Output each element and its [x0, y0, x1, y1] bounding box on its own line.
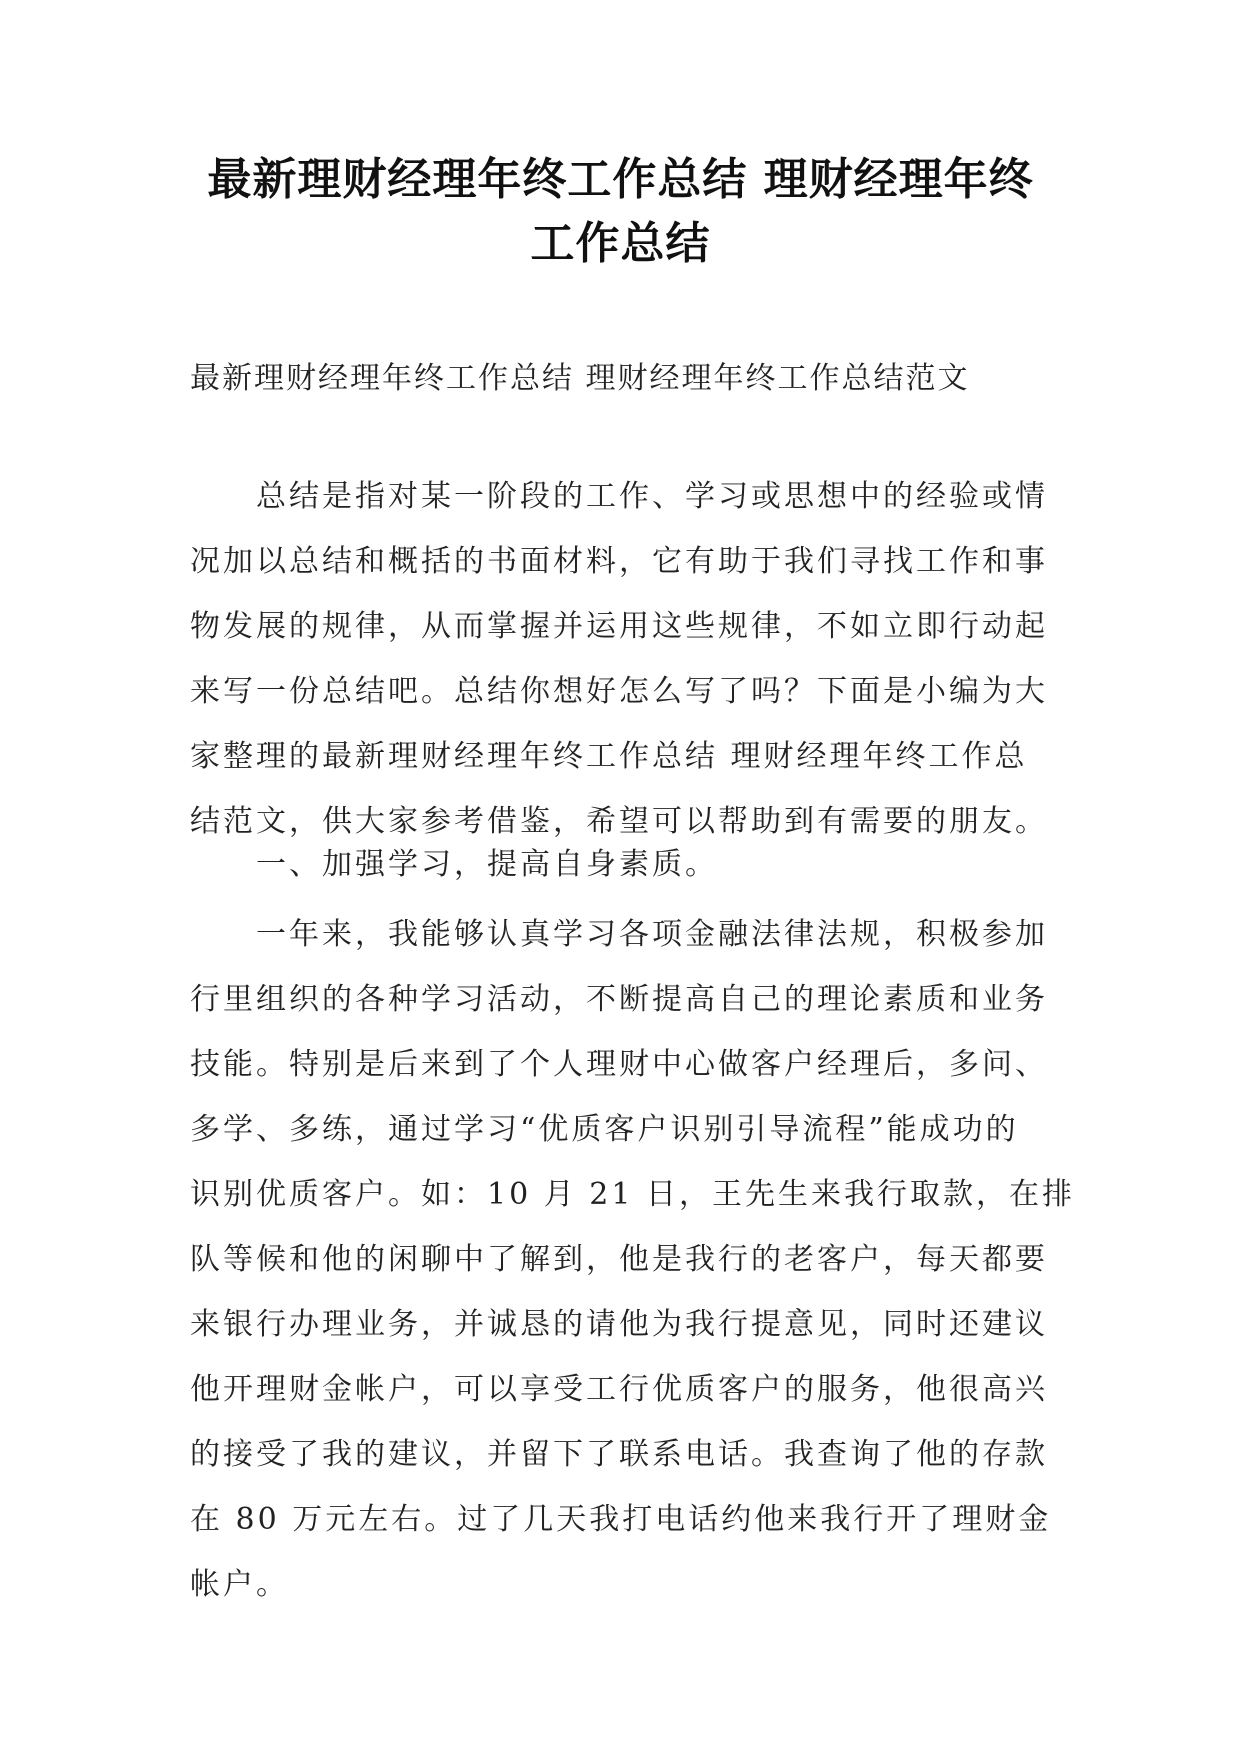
intro-line: 来写一份总结吧。总结你想好怎么写了吗？下面是小编为大 [190, 674, 1048, 709]
section-line: 来银行办理业务，并诚恳的请他为我行提意见，同时还建议 [190, 1307, 1048, 1342]
section-paragraph [190, 902, 1075, 1617]
intro-paragraph [190, 464, 1060, 854]
section-line: 他开理财金帐户，可以享受工行优质客户的服务，他很高兴 [190, 1372, 1048, 1407]
section-line: 技能。特别是后来到了个人理财中心做客户经理后，多问、 [190, 1047, 1048, 1082]
section-heading-block [190, 832, 1060, 897]
title-line-2: 工作总结 [530, 218, 711, 269]
intro-line: 总结是指对某一阶段的工作、学习或思想中的经验或情 [256, 479, 1048, 514]
intro-line: 物发展的规律，从而掌握并运用这些规律，不如立即行动起 [190, 609, 1048, 644]
section-line: 多学、多练，通过学习“优质客户识别引导流程”能成功的 [190, 1112, 1019, 1147]
section-heading: 一、加强学习，提高自身素质。 [256, 847, 718, 882]
title-line-1: 最新理财经理年终工作总结 理财经理年终 [207, 154, 1034, 205]
section-line: 在 80 万元左右。过了几天我打电话约他来我行开了理财金 [190, 1502, 1052, 1537]
intro-line: 结范文，供大家参考借鉴，希望可以帮助到有需要的朋友。 [190, 804, 1048, 839]
section-line: 的接受了我的建议，并留下了联系电话。我查询了他的存款 [190, 1437, 1048, 1472]
document-title [150, 148, 1091, 276]
document-subtitle: 最新理财经理年终工作总结 理财经理年终工作总结范文 [190, 361, 970, 396]
section-line: 一年来，我能够认真学习各项金融法律法规，积极参加 [256, 917, 1048, 952]
intro-line: 家整理的最新理财经理年终工作总结 理财经理年终工作总 [190, 739, 1028, 774]
section-line: 行里组织的各种学习活动，不断提高自己的理论素质和业务 [190, 982, 1048, 1017]
section-line: 队等候和他的闲聊中了解到，他是我行的老客户，每天都要 [190, 1242, 1048, 1277]
intro-line: 况加以总结和概括的书面材料，它有助于我们寻找工作和事 [190, 544, 1048, 579]
section-line: 识别优质客户。如：10 月 21 日，王先生来我行取款，在排 [190, 1177, 1075, 1212]
section-line: 帐户。 [190, 1567, 289, 1602]
